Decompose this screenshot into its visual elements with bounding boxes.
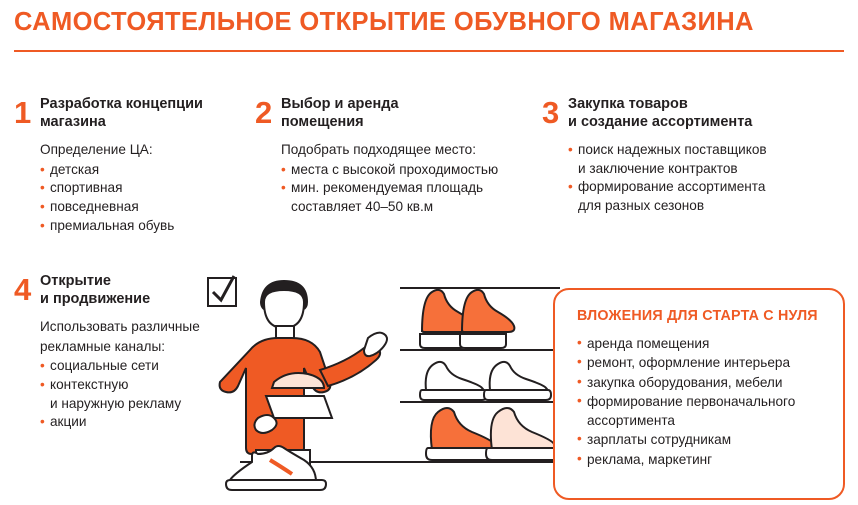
step-body-2 xyxy=(281,141,520,216)
list-item: • акции xyxy=(40,413,239,432)
step-number-4: 4 xyxy=(14,272,32,307)
list-item: • поиск надежных поставщиков xyxy=(568,141,842,160)
investments-panel xyxy=(553,288,845,500)
step-2-list xyxy=(281,161,520,217)
list-item: • закупка оборудования, мебели xyxy=(577,373,827,392)
list-item: • повседневная xyxy=(40,198,229,217)
list-item-continuation: для разных сезонов xyxy=(578,198,705,214)
list-item-continuation: и наружную рекламу xyxy=(50,395,182,411)
title-divider xyxy=(14,50,844,52)
list-item: • спортивная xyxy=(40,179,229,198)
step-2-lead: Подобрать подходящее место: xyxy=(281,142,477,158)
step-heading-1 xyxy=(40,95,229,131)
step-block-3 xyxy=(542,95,842,216)
step-4-lead-line2: рекламные каналы: xyxy=(40,338,166,354)
list-item: • премиальная обувь xyxy=(40,217,229,236)
page-title: САМОСТОЯТЕЛЬНОЕ ОТКРЫТИЕ ОБУВНОГО МАГАЗИНА xyxy=(14,8,754,36)
step-1-list xyxy=(40,161,229,235)
list-item: • детская xyxy=(40,161,229,180)
step-block-2 xyxy=(255,95,520,217)
step-heading-1-line2: магазина xyxy=(40,114,106,131)
step-heading-2-line2: помещения xyxy=(281,114,364,131)
step-heading-2-line1: Выбор и аренда xyxy=(281,96,399,112)
list-item: • ремонт, оформление интерьера xyxy=(577,353,827,372)
investments-panel-title: ВЛОЖЕНИЯ ДЛЯ СТАРТА С НУЛЯ xyxy=(577,308,818,324)
step-3-list xyxy=(568,141,842,215)
sneakers-icon xyxy=(420,362,551,400)
step-heading-1-line1: Разработка концепции xyxy=(40,96,203,112)
list-item: • аренда помещения xyxy=(577,334,827,353)
step-heading-3-line2: и создание ассортимента xyxy=(568,114,753,131)
step-4-lead-line1: Использовать различные xyxy=(40,319,200,335)
step-1-lead: Определение ЦА: xyxy=(40,142,153,158)
boots-icon xyxy=(420,290,514,348)
step-body-3 xyxy=(568,141,842,215)
list-item: • зарплаты сотрудникам xyxy=(577,430,827,449)
step-block-1 xyxy=(14,95,229,235)
step-number-2: 2 xyxy=(255,95,273,130)
step-heading-4-line2: и продвижение xyxy=(40,291,151,308)
investments-list xyxy=(577,334,827,469)
step-number-3: 3 xyxy=(542,95,560,130)
checkbox-icon xyxy=(208,276,236,306)
step-heading-2 xyxy=(281,95,520,131)
list-item: • мин. рекомендуемая площадь xyxy=(281,179,520,198)
list-item: • социальные сети xyxy=(40,357,239,376)
list-item-continuation: составляет 40–50 кв.м xyxy=(291,199,434,215)
step-heading-3 xyxy=(568,95,842,131)
list-item: • формирование ассортимента xyxy=(568,178,842,197)
step-heading-4-line1: Открытие xyxy=(40,273,111,289)
salesperson-figure xyxy=(220,280,387,490)
list-item-continuation: ассортимента xyxy=(587,413,675,429)
list-item: • реклама, маркетинг xyxy=(577,450,827,469)
list-item: • контекстную xyxy=(40,376,239,395)
high-top-shoes-icon xyxy=(426,408,560,460)
step-body-1 xyxy=(40,141,229,235)
step-heading-3-line1: Закупка товаров xyxy=(568,96,688,112)
list-item: • формирование первоначального xyxy=(577,392,827,411)
step-number-1: 1 xyxy=(14,95,32,130)
list-item-continuation: и заключение контрактов xyxy=(578,160,738,176)
list-item: • места с высокой проходимостью xyxy=(281,161,520,180)
